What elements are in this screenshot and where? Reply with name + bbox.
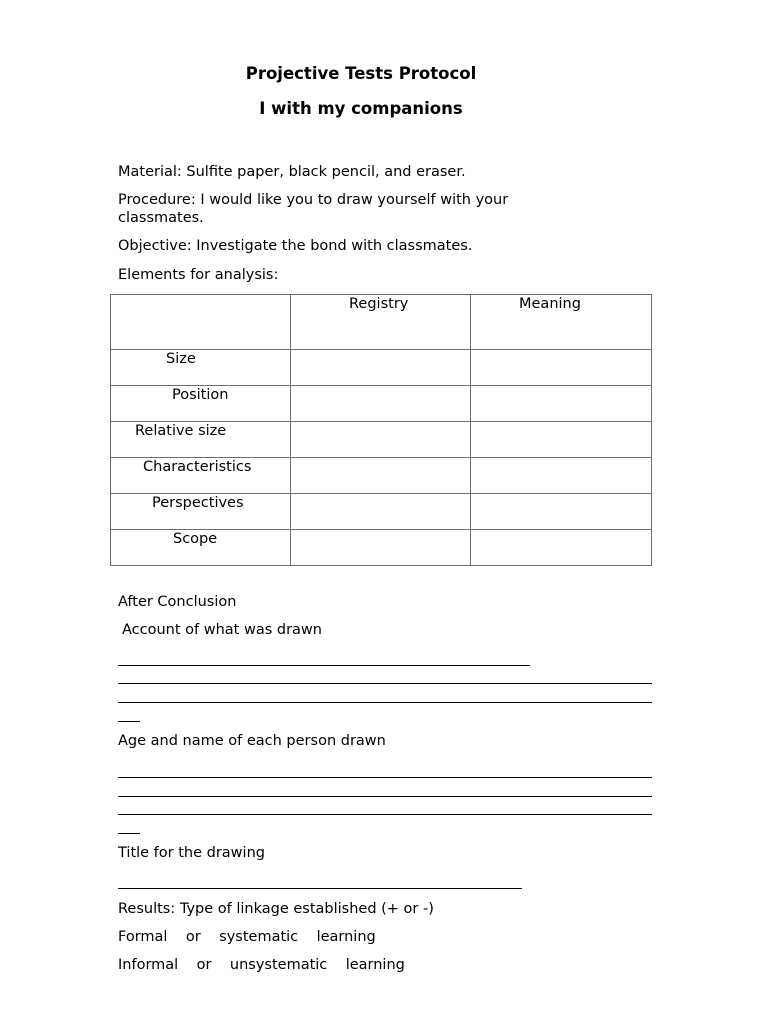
procedure-text-line-2: classmates. bbox=[118, 210, 204, 226]
registry-cell[interactable] bbox=[291, 422, 471, 458]
answer-line[interactable] bbox=[118, 721, 140, 722]
table-row bbox=[111, 422, 652, 458]
age-name-label: Age and name of each person drawn bbox=[118, 733, 386, 749]
meaning-cell[interactable] bbox=[471, 350, 652, 386]
title-label: Title for the drawing bbox=[118, 845, 265, 861]
answer-line[interactable] bbox=[118, 665, 530, 666]
document-subtitle: I with my companions bbox=[259, 99, 463, 118]
row-label: Relative size bbox=[111, 422, 291, 458]
material-text: Material: Sulfite paper, black pencil, and eraser. bbox=[118, 164, 466, 180]
formal-learning-line: Formal or systematic learning bbox=[118, 929, 376, 945]
table-row bbox=[111, 350, 652, 386]
registry-cell[interactable] bbox=[291, 350, 471, 386]
answer-line[interactable] bbox=[118, 702, 652, 703]
informal-learning-line: Informal or unsystematic learning bbox=[118, 957, 405, 973]
answer-line[interactable] bbox=[118, 683, 652, 684]
registry-cell[interactable] bbox=[291, 386, 471, 422]
table-row bbox=[111, 386, 652, 422]
answer-line[interactable] bbox=[118, 833, 140, 834]
row-label: Characteristics bbox=[111, 458, 291, 494]
meaning-cell[interactable] bbox=[471, 422, 652, 458]
header-cell-meaning: Meaning bbox=[471, 295, 652, 350]
header-cell-empty bbox=[111, 295, 291, 350]
meaning-cell[interactable] bbox=[471, 530, 652, 566]
answer-line[interactable] bbox=[118, 888, 522, 889]
registry-cell[interactable] bbox=[291, 458, 471, 494]
table-row bbox=[111, 458, 652, 494]
results-label: Results: Type of linkage established (+ or -) bbox=[118, 901, 434, 917]
after-conclusion-heading: After Conclusion bbox=[118, 594, 237, 610]
registry-cell[interactable] bbox=[291, 530, 471, 566]
registry-cell[interactable] bbox=[291, 494, 471, 530]
table-row bbox=[111, 494, 652, 530]
table-row bbox=[111, 530, 652, 566]
meaning-cell[interactable] bbox=[471, 494, 652, 530]
row-label: Scope bbox=[111, 530, 291, 566]
row-label: Perspectives bbox=[111, 494, 291, 530]
meaning-cell[interactable] bbox=[471, 386, 652, 422]
table-header-row bbox=[111, 295, 652, 350]
header-cell-registry: Registry bbox=[291, 295, 471, 350]
document-title: Projective Tests Protocol bbox=[245, 64, 477, 83]
analysis-table bbox=[110, 294, 652, 566]
answer-line[interactable] bbox=[118, 777, 652, 778]
procedure-text-line-1: Procedure: I would like you to draw yourself with your bbox=[118, 192, 509, 208]
answer-line[interactable] bbox=[118, 796, 652, 797]
objective-text: Objective: Investigate the bond with classmates. bbox=[118, 238, 473, 254]
row-label: Size bbox=[111, 350, 291, 386]
meaning-cell[interactable] bbox=[471, 458, 652, 494]
answer-line[interactable] bbox=[118, 814, 652, 815]
row-label: Position bbox=[111, 386, 291, 422]
elements-label: Elements for analysis: bbox=[118, 267, 279, 283]
account-label: Account of what was drawn bbox=[122, 622, 322, 638]
